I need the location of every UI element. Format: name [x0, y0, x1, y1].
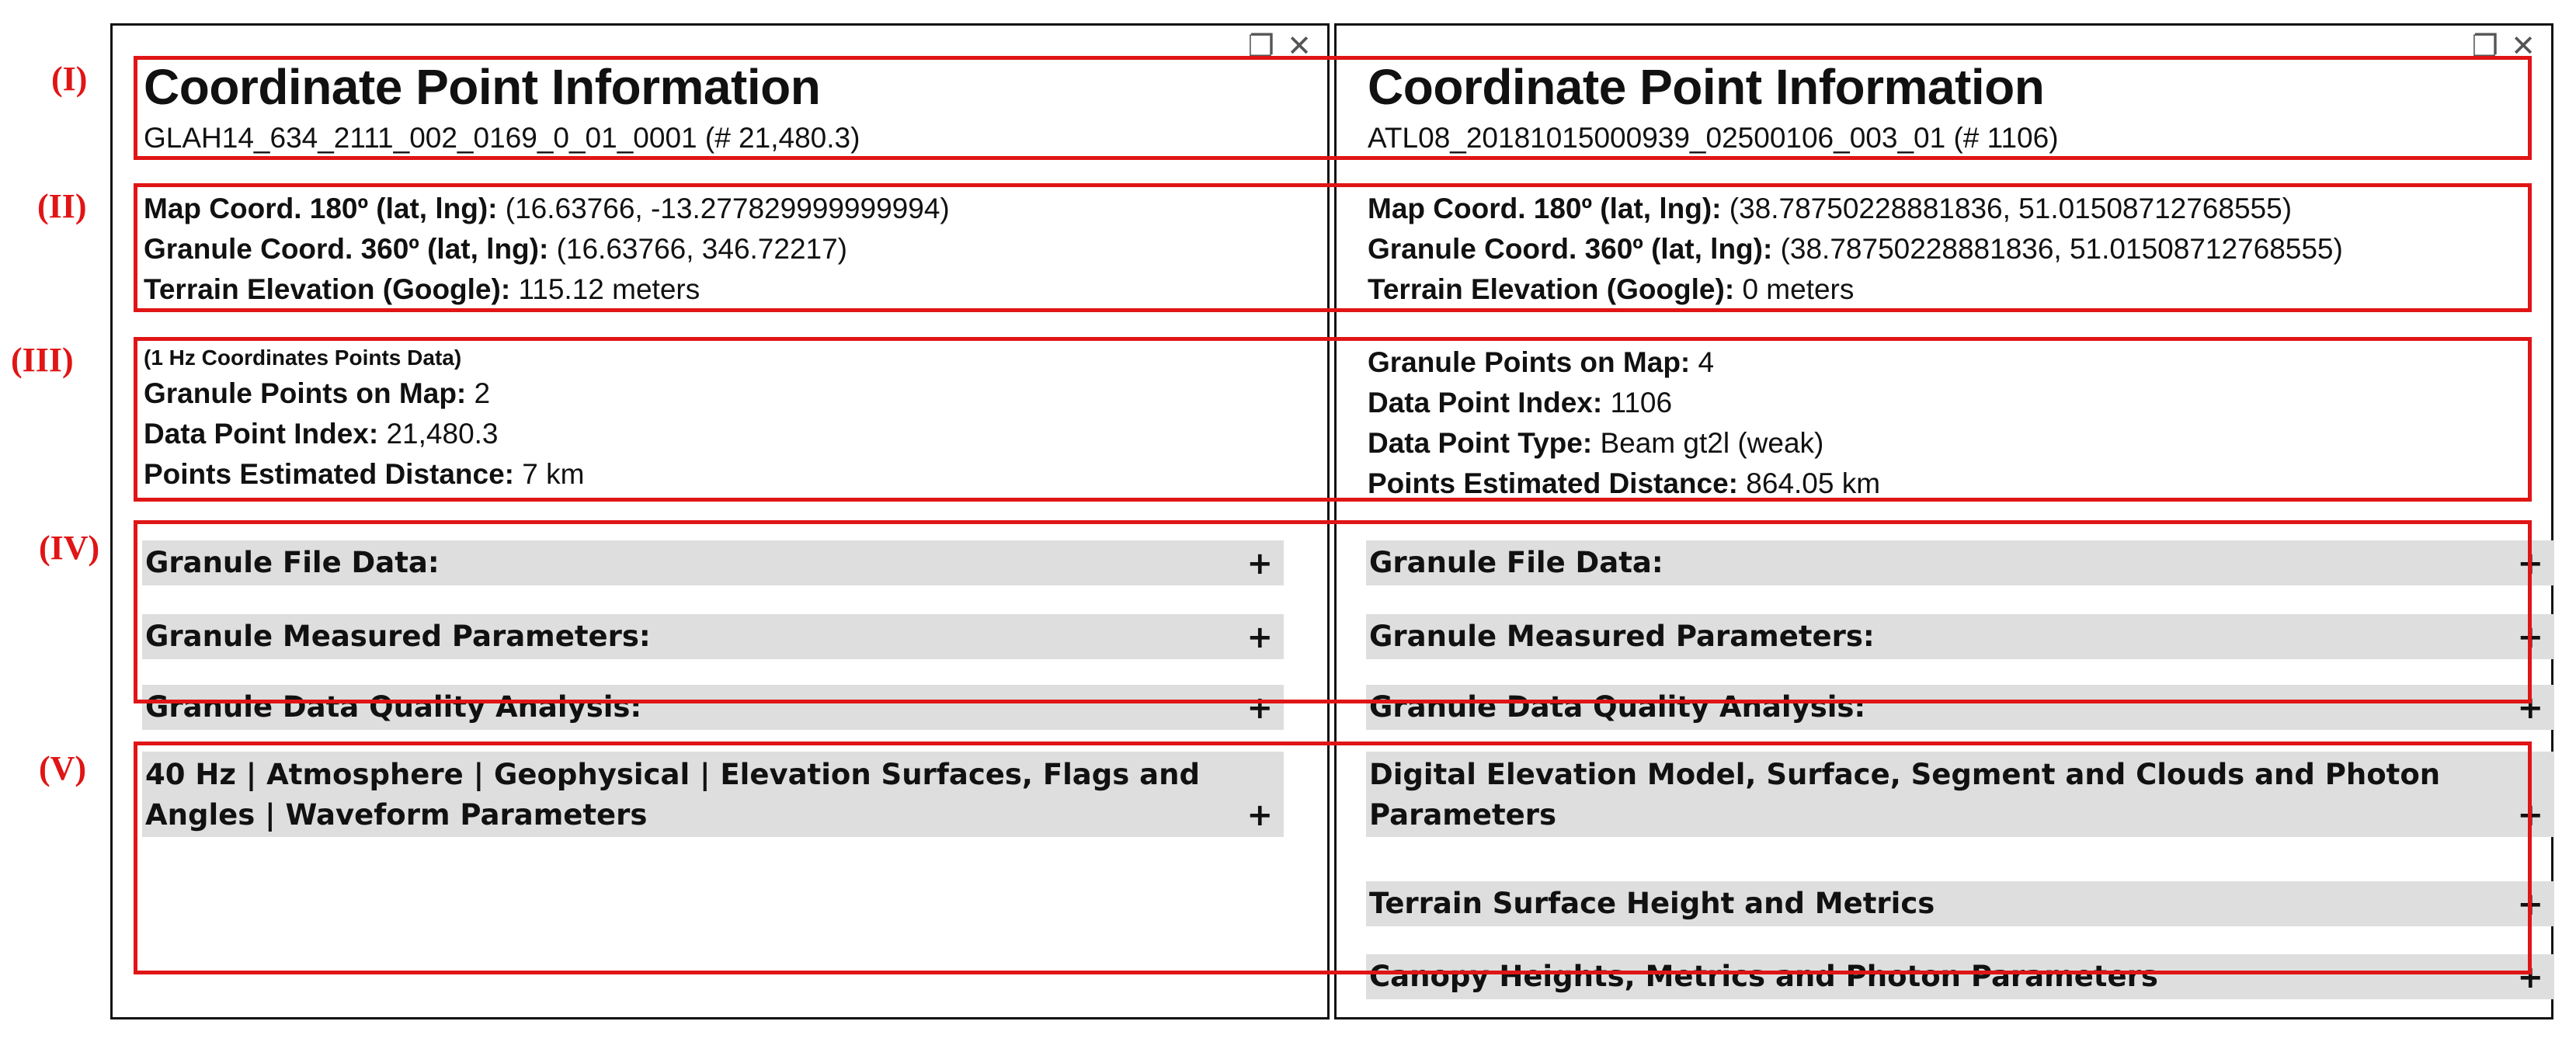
distance-label: Points Estimated Distance: — [1368, 467, 1739, 499]
section-label: Granule Data Quality Analysis: — [1369, 690, 1866, 724]
granule-id: GLAH14_634_2111_002_0169_0_01_0001 (# 21,480.3) — [144, 122, 860, 154]
expand-icon[interactable]: + — [1246, 797, 1273, 833]
annotation-label-iii: (III) — [11, 341, 74, 379]
points-section — [1368, 342, 1880, 504]
points-on-map-value: 4 — [1698, 346, 1715, 378]
distance-value: 864.05 km — [1746, 467, 1881, 499]
map-coord-value: (38.78750228881836, 51.01508712768555) — [1729, 193, 2293, 224]
granule-coord-value: (16.63766, 346.72217) — [556, 233, 848, 265]
panel-title: Coordinate Point Information — [144, 59, 821, 115]
expand-icon[interactable]: + — [2517, 887, 2543, 922]
granule-data-quality-toggle[interactable] — [1366, 685, 2554, 730]
section-label: Canopy Heights, Metrics and Photon Parameters — [1369, 960, 2158, 993]
coordinates-section — [144, 189, 950, 310]
map-coord-label: Map Coord. 180º (lat, lng): — [1368, 193, 1722, 224]
distance-value: 7 km — [522, 458, 585, 490]
expand-icon[interactable]: + — [1246, 620, 1273, 655]
type-value: Beam gt2l (weak) — [1600, 427, 1824, 459]
close-icon[interactable]: ✕ — [2511, 30, 2536, 63]
granule-file-data-toggle[interactable] — [142, 540, 1284, 585]
section-label: Digital Elevation Model, Surface, Segment and Clouds and Photon Parameters — [1369, 758, 2441, 832]
type-label: Data Point Type: — [1368, 427, 1593, 459]
section-label: Granule Data Quality Analysis: — [145, 690, 642, 724]
terrain-surface-height-toggle[interactable] — [1366, 881, 2554, 926]
points-on-map-value: 2 — [474, 377, 491, 409]
terrain-value: 115.12 meters — [518, 273, 700, 305]
index-label: Data Point Index: — [144, 418, 379, 450]
hz-note: (1 Hz Coordinates Points Data) — [144, 346, 462, 370]
granule-coord-label: Granule Coord. 360º (lat, lng): — [144, 233, 549, 265]
distance-label: Points Estimated Distance: — [144, 458, 515, 490]
expand-icon[interactable]: + — [1246, 690, 1273, 726]
terrain-value: 0 meters — [1742, 273, 1855, 305]
points-on-map-label: Granule Points on Map: — [1368, 346, 1691, 378]
restore-icon[interactable]: ❐ — [1247, 30, 1274, 63]
granule-measured-parameters-toggle[interactable] — [142, 614, 1284, 659]
terrain-label: Terrain Elevation (Google): — [1368, 273, 1735, 305]
canopy-heights-toggle[interactable] — [1366, 954, 2554, 999]
annotation-label-v: (V) — [39, 749, 87, 787]
terrain-label: Terrain Elevation (Google): — [144, 273, 511, 305]
coordinates-section — [1368, 189, 2343, 310]
panel-title: Coordinate Point Information — [1368, 59, 2045, 115]
granule-measured-parameters-toggle[interactable] — [1366, 614, 2554, 659]
section-label: Granule File Data: — [1369, 546, 1663, 579]
map-coord-value: (16.63766, -13.277829999999994) — [505, 193, 950, 224]
expand-icon[interactable]: + — [1246, 546, 1273, 582]
right-info-window — [1334, 23, 2553, 1019]
annotation-label-iv: (IV) — [39, 529, 100, 567]
section-label: Granule Measured Parameters: — [1369, 620, 1875, 653]
index-value: 1106 — [1610, 387, 1673, 419]
expand-icon[interactable]: + — [2517, 797, 2543, 833]
expand-icon[interactable]: + — [2517, 690, 2543, 726]
index-label: Data Point Index: — [1368, 387, 1603, 419]
annotation-label-i: (I) — [51, 60, 88, 98]
40hz-parameters-toggle[interactable] — [142, 752, 1284, 837]
granule-coord-value: (38.78750228881836, 51.01508712768555) — [1780, 233, 2343, 265]
dem-surface-parameters-toggle[interactable] — [1366, 752, 2554, 837]
granule-file-data-toggle[interactable] — [1366, 540, 2554, 585]
points-section — [144, 342, 584, 495]
index-value: 21,480.3 — [386, 418, 499, 450]
map-coord-label: Map Coord. 180º (lat, lng): — [144, 193, 498, 224]
granule-coord-label: Granule Coord. 360º (lat, lng): — [1368, 233, 1773, 265]
restore-icon[interactable]: ❐ — [2471, 30, 2498, 63]
expand-icon[interactable]: + — [2517, 546, 2543, 582]
left-info-window — [110, 23, 1330, 1019]
section-label: Granule Measured Parameters: — [145, 620, 651, 653]
section-label: Granule File Data: — [145, 546, 440, 579]
section-label: Terrain Surface Height and Metrics — [1369, 887, 1935, 920]
close-icon[interactable]: ✕ — [1287, 30, 1312, 63]
section-label: 40 Hz | Atmosphere | Geophysical | Elevation Surfaces, Flags and Angles | Waveform Parameters — [145, 758, 1200, 832]
granule-data-quality-toggle[interactable] — [142, 685, 1284, 730]
expand-icon[interactable]: + — [2517, 960, 2543, 995]
points-on-map-label: Granule Points on Map: — [144, 377, 467, 409]
expand-icon[interactable]: + — [2517, 620, 2543, 655]
granule-id: ATL08_20181015000939_02500106_003_01 (# 1106) — [1368, 122, 2059, 154]
annotation-label-ii: (II) — [37, 187, 87, 225]
